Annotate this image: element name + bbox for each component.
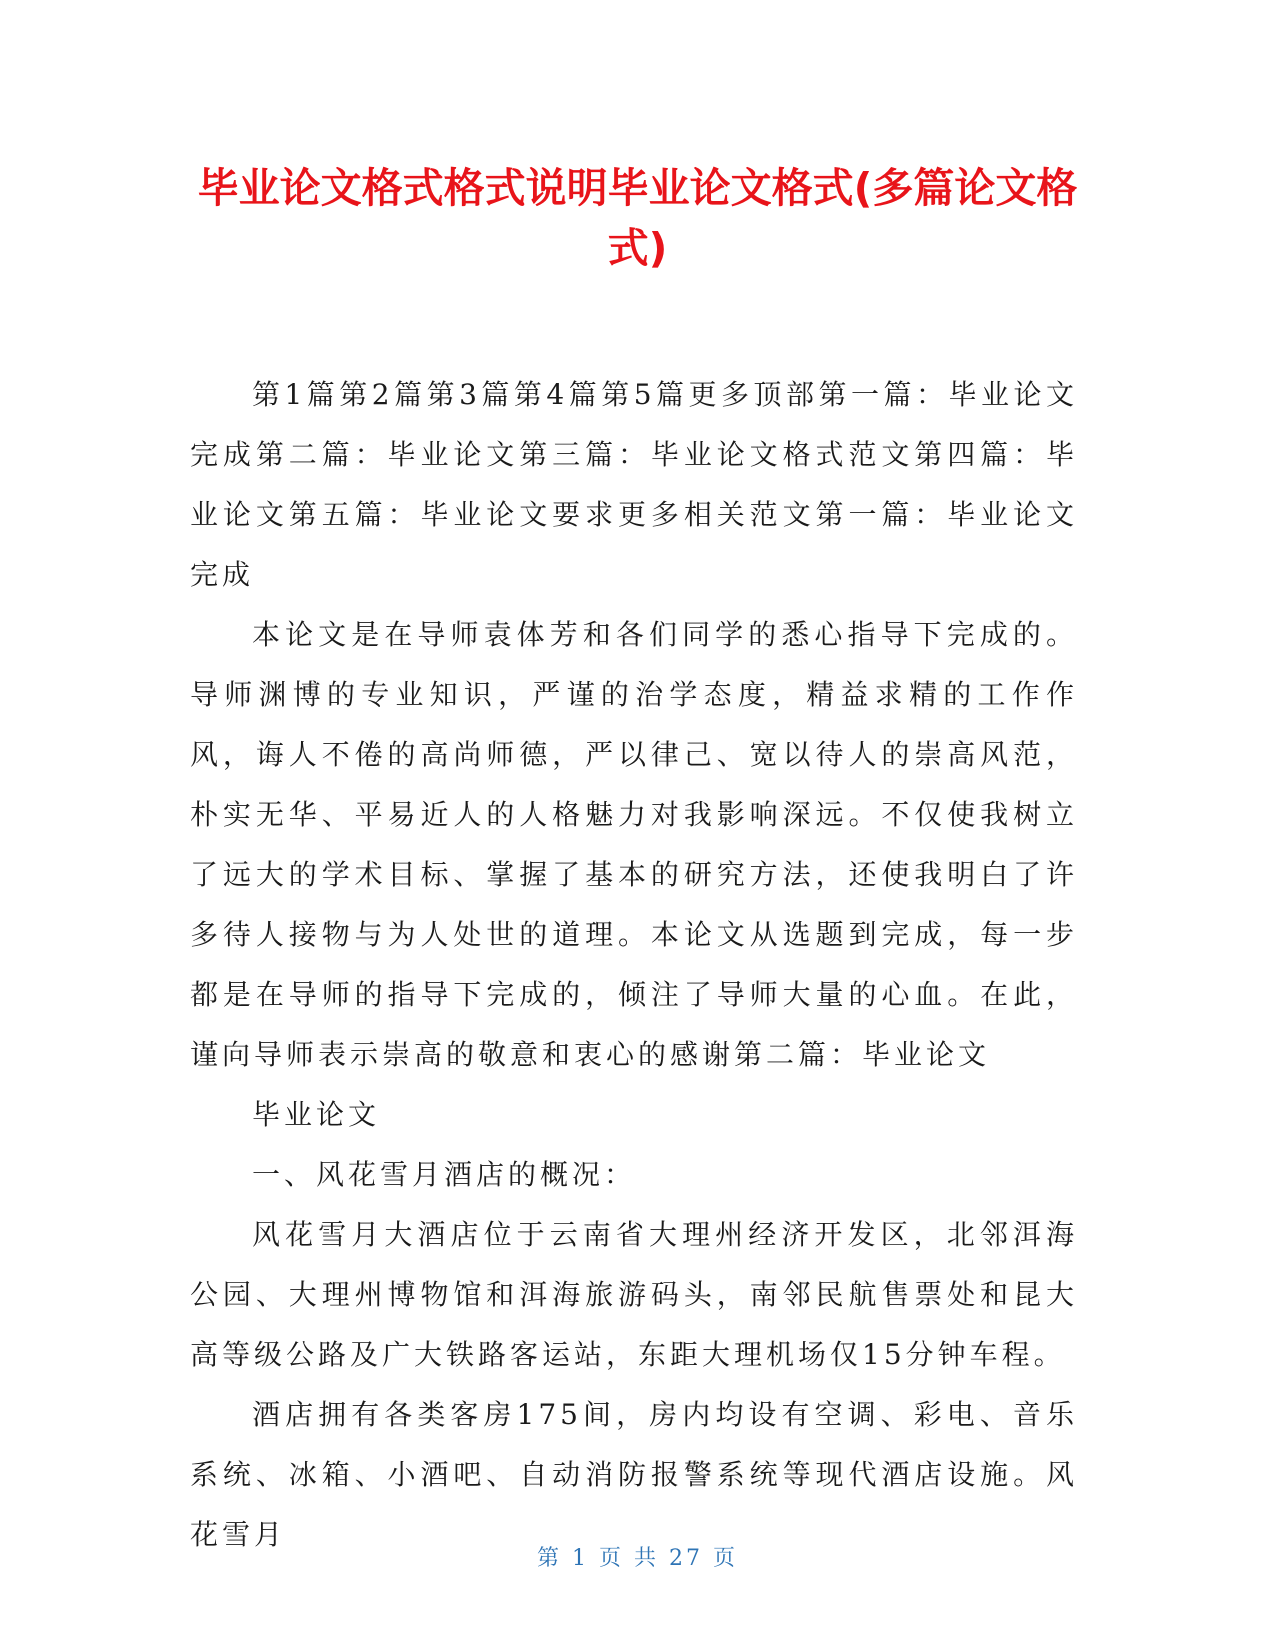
current-page-number: 1 xyxy=(571,1546,589,1571)
paragraph: 本论文是在导师袁体芳和各们同学的悉心指导下完成的。导师渊博的专业知识，严谨的治学态度，精益求精的工作作风，诲人不倦的高尚师德，严以律己、宽以待人的崇高风范，朴实无华、平易近人的人格魅力对我影响深远。不仅使我树立了远大的学术目标、掌握了基本的研究方法，还使我明白了许多待人接物与为人处世的道理。本论文从选题到完成，每一步都是在导师的指导下完成的，倾注了导师大量的心血。在此，谨向导师表示崇高的敬意和衷心的感谢第二篇：毕业论文 xyxy=(190,618,1078,1071)
paragraph: 风花雪月大酒店位于云南省大理州经济开发区，北邻洱海公园、大理州博物馆和洱海旅游码头，南邻民航售票处和昆大高等级公路及广大铁路客运站，东距大理机场仅15分钟车程。 xyxy=(190,1218,1078,1371)
page-label-prefix: 第 xyxy=(536,1546,562,1571)
document-body xyxy=(190,365,1078,1565)
page-footer xyxy=(0,1541,1275,1572)
document-title: 毕业论文格式格式说明毕业论文格式(多篇论文格式) xyxy=(197,164,1078,272)
page-label-mid: 页 xyxy=(598,1546,624,1571)
total-pages-number: 27 xyxy=(669,1546,704,1571)
paragraph: 毕业论文 xyxy=(252,1098,381,1131)
paragraph: 第1篇第2篇第3篇第4篇第5篇更多顶部第一篇：毕业论文完成第二篇：毕业论文第三篇：毕业论文格式范文第四篇：毕业论文第五篇：毕业论文要求更多相关范文第一篇：毕业论文完成 xyxy=(190,378,1078,591)
paragraph: 酒店拥有各类客房175间，房内均设有空调、彩电、音乐系统、冰箱、小酒吧、自动消防报警系统等现代酒店设施。风花雪月 xyxy=(190,1398,1078,1551)
page-label-suffix: 页 xyxy=(713,1546,739,1571)
total-label: 共 xyxy=(634,1546,660,1571)
paragraph: 一、风花雪月酒店的概况： xyxy=(252,1158,637,1191)
